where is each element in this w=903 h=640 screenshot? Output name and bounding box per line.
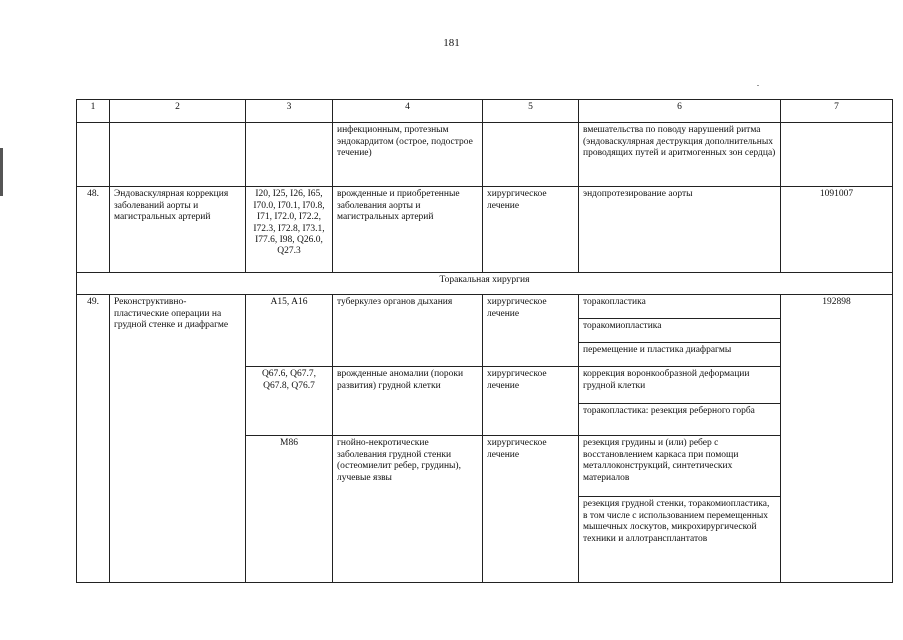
- disease-cell: врожденные и приобретенные заболевания аорты и магистральных артерий: [333, 187, 483, 272]
- method-cell: резекция грудной стенки, торакомиопластика, в том числе с использованием перемещенных мышечных лоскутов, микрохирургической техники и аллотрансплантатов: [579, 497, 781, 583]
- cost-cell: 1091007: [781, 187, 893, 272]
- method-cell: торакомиопластика: [579, 318, 781, 342]
- cost-cell: 192898: [781, 295, 893, 583]
- method-cell: торакопластика: [579, 295, 781, 318]
- table-row-48: [77, 187, 893, 272]
- codes-cell: [246, 123, 333, 187]
- disease-cell: врожденные аномалии (пороки развития) грудной клетки: [333, 367, 483, 436]
- treatment-cell: хирургическое лечение: [483, 187, 579, 272]
- disease-cell: инфекционным, протезным эндокардитом (острое, подострое течение): [333, 123, 483, 187]
- method-cell: торакопластика: резекция реберного горба: [579, 403, 781, 436]
- disease-cell: туберкулез органов дыхания: [333, 295, 483, 367]
- treatment-cell: [483, 123, 579, 187]
- method-cell: эндопротезирование аорты: [579, 187, 781, 272]
- column-number: 2: [110, 100, 246, 123]
- column-number: 1: [77, 100, 110, 123]
- treatment-cell: хирургическое лечение: [483, 367, 579, 436]
- column-number-row: [77, 100, 893, 123]
- disease-cell: гнойно-некротические заболевания грудной стенки (остеомиелит ребер, грудины), лучевые язвы: [333, 436, 483, 583]
- codes-cell: I20, I25, I26, I65, I70.0, I70.1, I70.8, I71, I72.0, I72.2, I72.3, I72.8, I73.1, I77.6, I98, Q26.0, Q27.3: [246, 187, 333, 272]
- column-number: 4: [333, 100, 483, 123]
- codes-cell: A15, A16: [246, 295, 333, 367]
- column-number: 7: [781, 100, 893, 123]
- codes-cell: Q67.6, Q67.7, Q67.8, Q76.7: [246, 367, 333, 436]
- page-number: 181: [443, 37, 460, 49]
- scan-speck: [757, 85, 759, 86]
- cost-cell: [781, 123, 893, 187]
- method-cell: вмешательства по поводу нарушений ритма (эндоваскулярная деструкция дополнительных проводящих путей и аритмогенных зон сердца): [579, 123, 781, 187]
- column-number: 3: [246, 100, 333, 123]
- row-name-cell: [110, 123, 246, 187]
- method-cell: резекция грудины и (или) ребер с восстановлением каркаса при помощи металлоконструкций, синтетических материалов: [579, 436, 781, 497]
- row-number-cell: [77, 123, 110, 187]
- row-name-cell: Реконструктивно-пластические операции на грудной стенке и диафрагме: [110, 295, 246, 583]
- treatment-cell: хирургическое лечение: [483, 436, 579, 583]
- medical-care-table: [76, 99, 893, 583]
- scan-mark: [0, 148, 3, 196]
- treatment-cell: хирургическое лечение: [483, 295, 579, 367]
- section-title: Торакальная хирургия: [77, 272, 893, 294]
- column-number: 5: [483, 100, 579, 123]
- method-cell: коррекция воронкообразной деформации грудной клетки: [579, 367, 781, 404]
- row-number-cell: 49.: [77, 295, 110, 583]
- codes-cell: M86: [246, 436, 333, 583]
- column-number: 6: [579, 100, 781, 123]
- method-cell: перемещение и пластика диафрагмы: [579, 342, 781, 366]
- table-row-continuation: [77, 123, 893, 187]
- section-row: [77, 272, 893, 294]
- row-name-cell: Эндоваскулярная коррекция заболеваний аорты и магистральных артерий: [110, 187, 246, 272]
- table-row-49: [77, 295, 893, 318]
- row-number-cell: 48.: [77, 187, 110, 272]
